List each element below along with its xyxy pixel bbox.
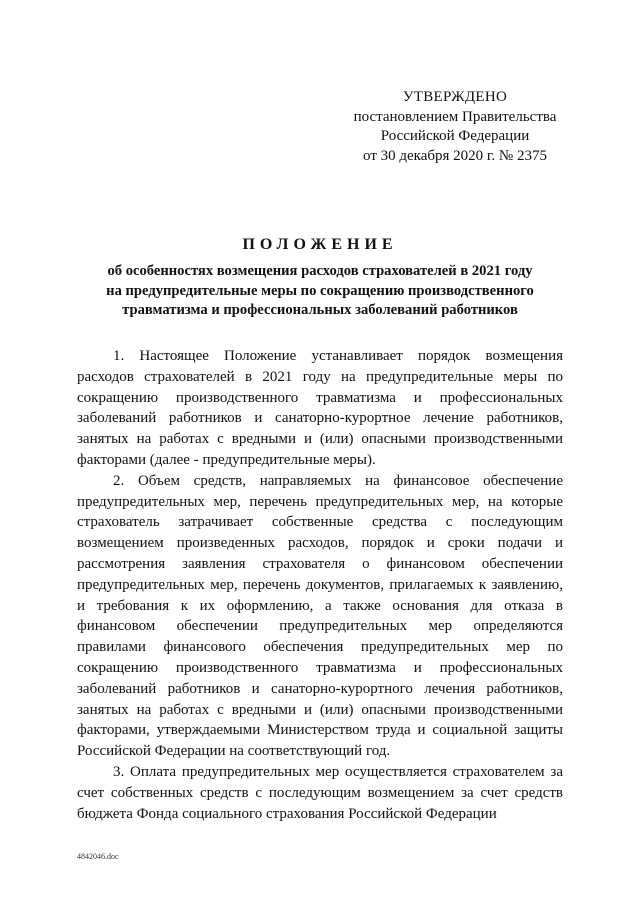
approval-line-decree: постановлением Правительства bbox=[353, 108, 557, 125]
approval-heading: УТВЕРЖДЕНО bbox=[402, 89, 508, 105]
document-body bbox=[77, 346, 563, 824]
file-name-footer: 4842046.doc bbox=[77, 852, 119, 861]
approval-line-date-number: от 30 декабря 2020 г. № 2375 bbox=[363, 147, 547, 164]
document-subtitle bbox=[70, 262, 570, 321]
approval-line-country: Российской Федерации bbox=[380, 128, 530, 144]
subtitle-line-3: травматизма и профессиональных заболеваний работников bbox=[122, 302, 518, 318]
paragraph-3: 3. Оплата предупредительных мер осуществляется страхователем за счет собственных средств с последующим возмещением за счет средств бюджета Фонда социального страхования Российской Федерации bbox=[77, 763, 563, 822]
paragraph-1: 1. Настоящее Положение устанавливает порядок возмещения расходов страхователей в 2021 году на предупредительные меры по сокращению производственного травматизма и профессиональных заболеваний работников и санаторно-курортное лечение работников, занятых на работах с вредными и (или) опасными производственными факторами (далее - предупредительные меры). bbox=[77, 348, 563, 468]
approval-block bbox=[350, 88, 560, 166]
title-block bbox=[70, 236, 570, 321]
document-title: ПОЛОЖЕНИЕ bbox=[242, 236, 398, 253]
subtitle-line-2: на предупредительные меры по сокращению производственного bbox=[106, 282, 534, 299]
subtitle-line-1: об особенностях возмещения расходов страхователей в 2021 году bbox=[107, 263, 533, 279]
paragraph-2: 2. Объем средств, направляемых на финансовое обеспечение предупредительных мер, перечень предупредительных мер, на которые страхователь затрачивает собственные средства с последующим возмещением произведенных расходов, порядок и сроки подачи и рассмотрения заявления страхователя о финансовом обеспечении предупредительных мер, перечень документов, прилагаемых к заявлению, и требования к их оформлению, а также основания для отказа в финансовом обеспечении предупредительных мер определяются правилами финансового обеспечения предупредительных мер по сокращению производственного травматизма и профессиональных заболеваний работников и санаторно-курортного лечения работников, занятых на работах с вредными и (или) опасными производственными факторами, утверждаемыми Министерством труда и социальной защиты Российской Федерации на соответствующий год. bbox=[77, 472, 563, 760]
